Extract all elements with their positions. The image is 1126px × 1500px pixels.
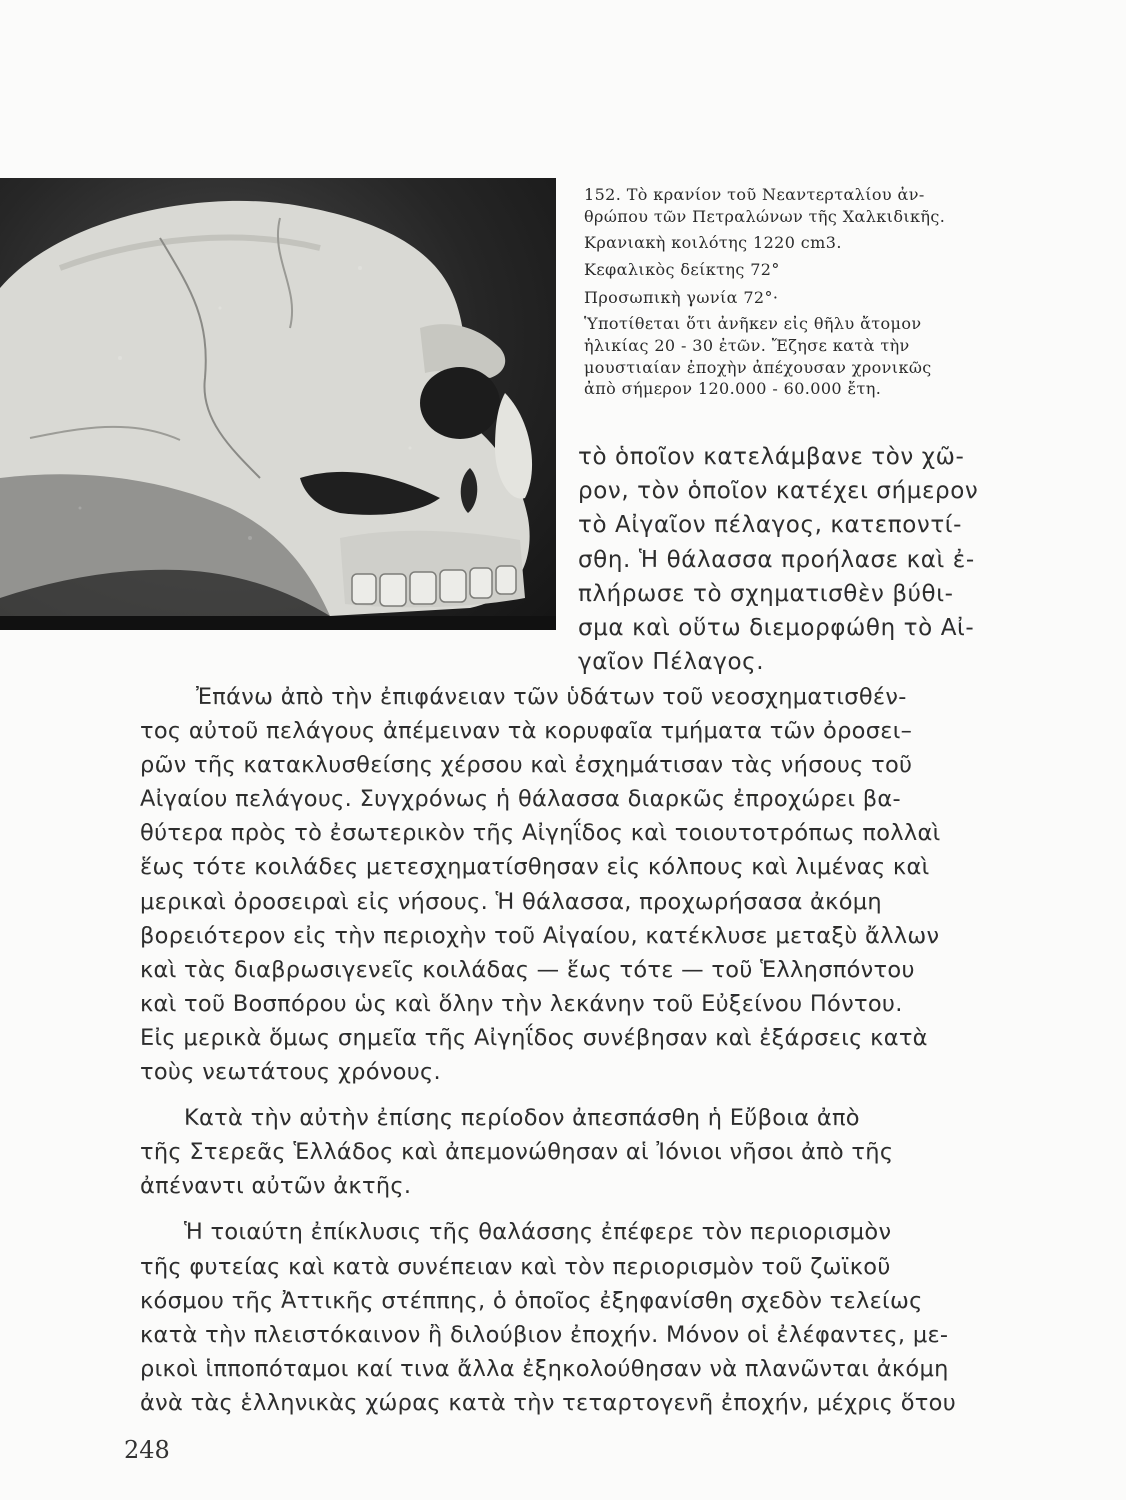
text-line: καὶ τοῦ Βοσπόρου ὡς καὶ ὅλην τὴν λεκάνην τοῦ Εὐξείνου Πόντου. — [140, 990, 903, 1017]
text-column-beside-figure — [578, 440, 1038, 679]
text-line: πλήρωσε τὸ σχηματισθὲν βύθι- — [578, 580, 954, 607]
text-line: βορειότερον εἰς τὴν περιοχὴν τοῦ Αἰγαίου, κατέκλυσε μεταξὺ ἄλλων — [140, 922, 940, 949]
paragraph — [140, 680, 1032, 1089]
text-line: τῆς φυτείας καὶ κατὰ συνέπειαν καὶ τὸν περιορισμὸν τοῦ ζωϊκοῦ — [140, 1253, 891, 1280]
caption-line: Κρανιακὴ κοιλότης 1220 cm3. — [584, 232, 842, 252]
text-line: τὸ ὁποῖον κατελάμβανε τὸν χῶ- — [578, 444, 965, 470]
caption-line: Προσωπικὴ γωνία 72°· — [584, 288, 779, 308]
text-line: τος αὐτοῦ πελάγους ἀπέμειναν τὰ κορυφαῖα τμήματα τῶν ὀροσει– — [140, 718, 913, 745]
text-line: ἕως τότε κοιλάδες μετεσχηματίσθησαν εἰς κόλπους καὶ λιμένας καὶ — [140, 854, 930, 881]
text-line: ἀνὰ τὰς ἑλληνικὰς χώρας κατὰ τὴν τεταρτογενῆ ἐποχήν, μέχρις ὅτου — [140, 1389, 957, 1416]
text-line: τοὺς νεωτάτους χρόνους. — [140, 1059, 441, 1086]
text-line: Κατὰ τὴν αὐτὴν ἐπίσης περίοδον ἀπεσπάσθη ἡ Εὔβοια ἀπὸ — [184, 1105, 860, 1132]
caption-line: μουστιαίαν ἐποχὴν ἀπέχουσαν χρονικῶς — [584, 357, 932, 377]
caption-line: ἀπὸ σήμερον 120.000 - 60.000 ἔτη. — [584, 379, 882, 399]
text-line: σμα καὶ οὕτω διεμορφώθη τὸ Αἰ- — [578, 615, 975, 642]
page-number: 248 — [124, 1436, 170, 1464]
text-line: ἀπέναντι αὐτῶν ἀκτῆς. — [140, 1173, 412, 1200]
paragraph — [140, 1101, 1032, 1203]
skull-illustration — [0, 178, 556, 630]
text-line: κατὰ τὴν πλειστόκαινον ἢ διλούβιον ἐποχήν. Μόνον οἱ ἐλέφαντες, με- — [140, 1321, 949, 1348]
text-line: ρικοὶ ἱπποπόταμοι καί τινα ἄλλα ἐξηκολούθησαν νὰ πλανῶνται ἀκόμη — [140, 1355, 949, 1382]
eye-socket — [420, 367, 500, 439]
caption-line: θρώπου τῶν Πετραλώνων τῆς Χαλκιδικῆς. — [584, 206, 946, 226]
text-line: τῆς Στερεᾶς Ἑλλάδος καὶ ἀπεμονώθησαν αἱ Ἰόνιοι νῆσοι ἀπὸ τῆς — [140, 1139, 894, 1166]
caption-line: ἡλικίας 20 - 30 ἐτῶν. Ἔζησε κατὰ τὴν — [584, 335, 910, 355]
body-text — [140, 680, 1032, 1420]
text-line: μερικαὶ ὀροσειραὶ εἰς νήσους. Ἡ θάλασσα, προχωρήσασα ἀκόμη — [140, 888, 882, 915]
text-line: ρῶν τῆς κατακλυσθείσης χέρσου καὶ ἐσχημάτισαν τὰς νήσους τοῦ — [140, 752, 913, 779]
text-line: Αἰγαίου πελάγους. Συγχρόνως ἡ θάλασσα διαρκῶς ἐπροχώρει βα- — [140, 786, 901, 813]
paragraph — [140, 1215, 1032, 1420]
text-line: Εἰς μερικὰ ὅμως σημεῖα τῆς Αἰγηΐδος συνέβησαν καὶ ἐξάρσεις κατὰ — [140, 1024, 928, 1051]
caption-line: Κεφαλικὸς δείκτης 72° — [584, 260, 780, 280]
text-line: καὶ τὰς διαβρωσιγενεῖς κοιλάδας — ἕως τότε — τοῦ Ἑλλησπόντου — [140, 956, 915, 983]
skull-photograph — [0, 178, 556, 630]
caption-line: Ὑποτίθεται ὅτι ἀνῆκεν εἰς θῆλυ ἄτομον — [584, 313, 922, 333]
text-line: Ἡ τοιαύτη ἐπίκλυσις τῆς θαλάσσης ἐπέφερε τὸν περιορισμὸν — [184, 1219, 892, 1246]
figure-caption — [584, 184, 1032, 400]
text-line: γαῖον Πέλαγος. — [578, 649, 765, 676]
text-line: Ἐπάνω ἀπὸ τὴν ἐπιφάνειαν τῶν ὑδάτων τοῦ νεοσχηματισθέν- — [196, 684, 907, 710]
text-line: τὸ Αἰγαῖον πέλαγος, κατεποντί- — [578, 512, 963, 539]
text-line: σθη. Ἡ θάλασσα προήλασε καὶ ἐ- — [578, 546, 975, 573]
text-line: θύτερα πρὸς τὸ ἐσωτερικὸν τῆς Αἰγηΐδος καὶ τοιουτοτρόπως πολλαὶ — [140, 820, 941, 847]
text-line: ρον, τὸν ὁποῖον κατέχει σήμερον — [578, 478, 979, 505]
caption-line: 152. Τὸ κρανίον τοῦ Νεαντερταλίου ἀν- — [584, 185, 925, 204]
text-line: κόσμου τῆς Ἀττικῆς στέππης, ὁ ὁποῖος ἐξηφανίσθη σχεδὸν τελείως — [140, 1287, 923, 1314]
